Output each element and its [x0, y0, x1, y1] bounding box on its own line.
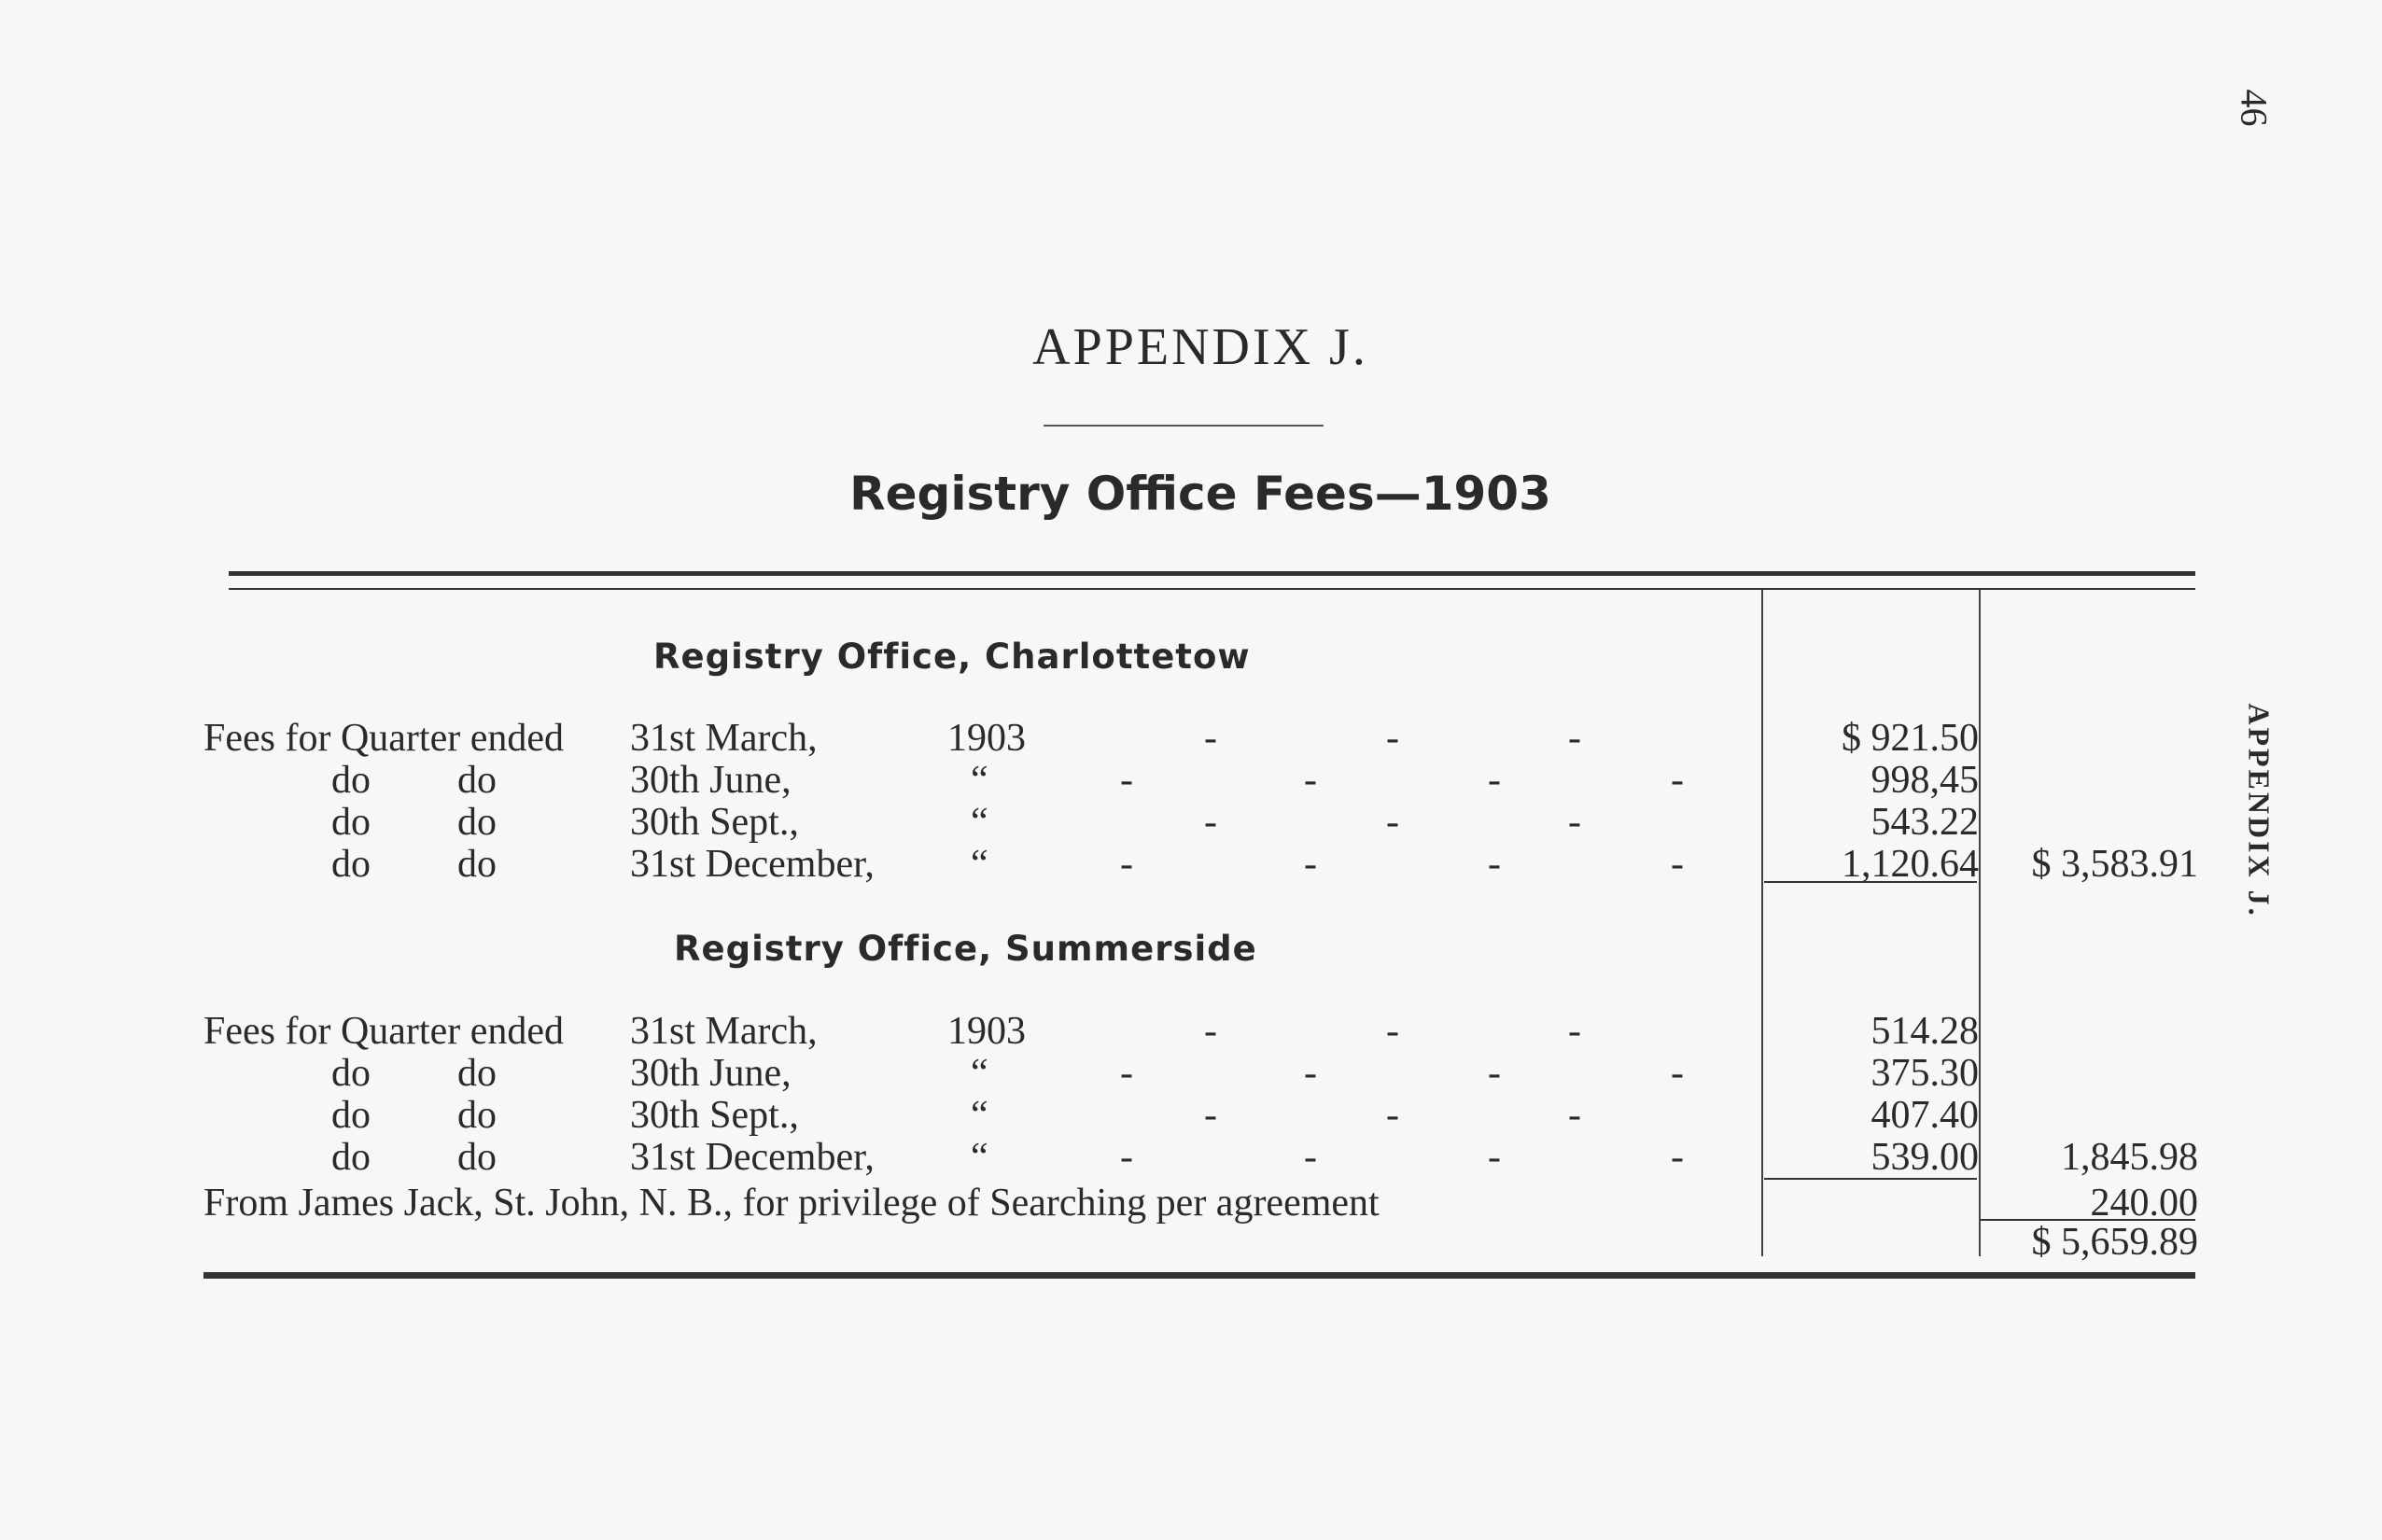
leader-dash: -: [1386, 1094, 1399, 1137]
margin-running-head: APPENDIX J.: [2242, 703, 2277, 918]
table-row: [0, 1136, 2382, 1179]
section-heading: Registry Office, Charlottetow: [653, 637, 1251, 677]
ditto-mark: “: [971, 801, 988, 844]
quarter-date: 31st March,: [630, 717, 818, 760]
leader-dash: -: [1386, 717, 1399, 760]
leader-dash: -: [1386, 801, 1399, 844]
leader-dash: -: [1120, 1136, 1133, 1179]
leader-dash: -: [1488, 1136, 1501, 1179]
leader-dash: -: [1568, 801, 1581, 844]
quarter-amount: 998,45: [1871, 759, 1979, 802]
leader-dash: -: [1671, 759, 1684, 802]
ditto-mark: “: [971, 1094, 988, 1137]
ditto-do: do: [331, 1136, 371, 1179]
quarter-date: 31st December,: [630, 1136, 875, 1179]
grand-total: $ 5,659.89: [2031, 1221, 2198, 1264]
leader-dash: -: [1568, 1094, 1581, 1137]
leader-dash: -: [1304, 1052, 1317, 1095]
leader-dash: -: [1671, 1136, 1684, 1179]
ditto-do: do: [331, 801, 371, 844]
leader-dash: -: [1568, 717, 1581, 760]
ditto-mark: “: [971, 1052, 988, 1095]
quarter-date: 31st December,: [630, 843, 875, 886]
extra-row-description: From James Jack, St. John, N. B., for privilege of Searching per agreement: [203, 1182, 1380, 1225]
ditto-mark: “: [971, 1136, 988, 1179]
section-total: 1,845.98: [2061, 1136, 2198, 1179]
quarter-amount: 1,120.64: [1842, 843, 1979, 886]
quarter-date: 30th June,: [630, 759, 792, 802]
table-row: [0, 843, 2382, 886]
ditto-do: do: [457, 843, 497, 886]
leader-dash: -: [1488, 759, 1501, 802]
quarter-date: 31st March,: [630, 1010, 818, 1053]
row-description: Fees for Quarter ended: [203, 717, 564, 760]
leader-dash: -: [1120, 843, 1133, 886]
ditto-do: do: [457, 1052, 497, 1095]
leader-dash: -: [1488, 1052, 1501, 1095]
ditto-do: do: [457, 759, 497, 802]
leader-dash: -: [1671, 1052, 1684, 1095]
margin-page-number: 46: [2233, 89, 2276, 127]
quarter-amount: $ 921.50: [1842, 717, 1979, 760]
leader-dash: -: [1204, 801, 1217, 844]
ditto-mark: “: [971, 759, 988, 802]
grand-total-row: [0, 1221, 2382, 1264]
leader-dash: -: [1568, 1010, 1581, 1053]
leader-dash: -: [1204, 1010, 1217, 1053]
section-heading: Registry Office, Summerside: [674, 929, 1257, 969]
year: 1903: [947, 717, 1026, 760]
ditto-do: do: [457, 801, 497, 844]
ditto-mark: “: [971, 843, 988, 886]
leader-dash: -: [1120, 759, 1133, 802]
table-row: [0, 1052, 2382, 1095]
quarter-date: 30th Sept.,: [630, 1094, 799, 1137]
table-row: [0, 1094, 2382, 1137]
quarter-amount: 543.22: [1871, 801, 1979, 844]
table-row: [0, 759, 2382, 802]
ditto-do: do: [331, 1052, 371, 1095]
extra-row: [0, 1182, 2382, 1225]
leader-dash: -: [1120, 1052, 1133, 1095]
leader-dash: -: [1204, 717, 1217, 760]
appendix-title: APPENDIX J.: [1032, 318, 1368, 376]
year: 1903: [947, 1010, 1026, 1053]
table-bottom-rule: [203, 1272, 2195, 1279]
table-row: [0, 1010, 2382, 1053]
leader-dash: -: [1304, 759, 1317, 802]
quarter-amount: 539.00: [1871, 1136, 1979, 1179]
leader-dash: -: [1488, 843, 1501, 886]
row-description: Fees for Quarter ended: [203, 1010, 564, 1053]
table-top-rule-thin: [229, 588, 2195, 590]
document-title: Registry Office Fees—1903: [849, 467, 1551, 521]
leader-dash: -: [1304, 1136, 1317, 1179]
quarter-amount: 514.28: [1871, 1010, 1979, 1053]
ditto-do: do: [331, 843, 371, 886]
quarter-date: 30th Sept.,: [630, 801, 799, 844]
ditto-do: do: [457, 1136, 497, 1179]
leader-dash: -: [1671, 843, 1684, 886]
extra-row-total: 240.00: [2090, 1182, 2198, 1225]
table-top-rule-thick: [229, 571, 2195, 576]
table-row: [0, 801, 2382, 844]
table-row: [0, 717, 2382, 760]
ditto-do: do: [331, 759, 371, 802]
section-total: $ 3,583.91: [2031, 843, 2198, 886]
leader-dash: -: [1204, 1094, 1217, 1137]
title-rule: [1044, 425, 1324, 427]
leader-dash: -: [1304, 843, 1317, 886]
ditto-do: do: [457, 1094, 497, 1137]
leader-dash: -: [1386, 1010, 1399, 1053]
quarter-amount: 407.40: [1871, 1094, 1979, 1137]
quarter-amount: 375.30: [1871, 1052, 1979, 1095]
ditto-do: do: [331, 1094, 371, 1137]
quarter-date: 30th June,: [630, 1052, 792, 1095]
